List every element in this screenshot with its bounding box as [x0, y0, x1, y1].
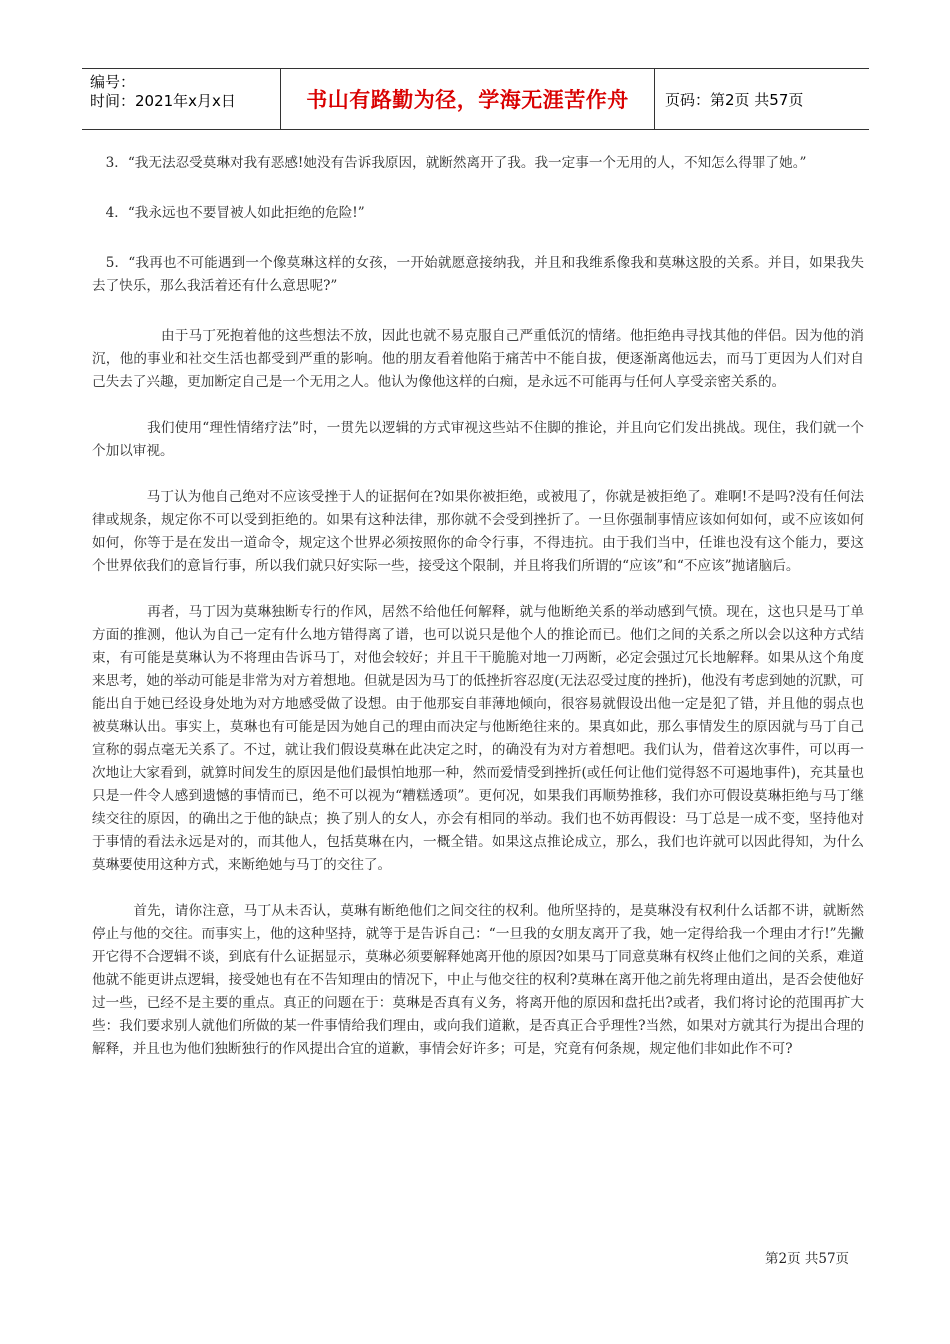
paragraph-rational-therapy: 我们使用“理性情绪疗法”时，一贯先以逻辑的方式审视这些站不住脚的推论，并且向它们发出挑战。现住，我们就一个个加以审视。 — [92, 420, 864, 459]
paragraph-first-note: 首先，请你注意，马丁从未否认，莫琳有断绝他们之间交往的权利。他所坚持的，是莫琳没有权利什么话都不讲，就断然停止与他的交往。而事实上，他的这种坚持，就等于是告诉自己：“一旦我的女朋友离开了我，她一定得给我一个理由才行!”先撇开它得不合逻辑不谈，到底有什么证据显示，莫琳必须要解释她离开他的原因?如果马丁同意莫琳有权终止他们之间的关系，难道他就不能更讲点逻辑，接受她也有在不告知理由的情况下，中止与他交往的权利?莫琳在离开他之前先将理由道出，是否会使他好过一些，已经不是主要的重点。真正的问题在于：莫琳是否真有义务，将离开他的原因和盘托出?或者，我们将讨论的范围再扩大些：我们要求别人就他们所做的某一件事情给我们理由，或向我们道歉，是否真正合乎理性?当然，如果对方就其行为提出合理的解释，并且也为他们独断独行的作风提出合宜的道歉，事情会好许多；可是，究竟有何条规，规定他们非如此作不可? — [92, 903, 864, 1057]
header-left-cell — [82, 69, 281, 129]
document-time-label: 时间：2021年x月x日 — [90, 92, 236, 110]
header-page-number: 页码：第2页 共57页 — [665, 90, 804, 109]
document-number-label: 编号： — [90, 73, 136, 91]
paragraph-item-5: 5．“我再也不可能遇到一个像莫琳这样的女孩，一开始就愿意接纳我，并且和我维系像我和莫琳这股的关系。并目，如果我失去了快乐，那么我活着还有什么意思呢?” — [92, 255, 864, 294]
paragraph-item-3: 3．“我无法忍受莫琳对我有恶感!她没有告诉我原因，就断然离开了我。我一定事一个无用的人，不知怎么得罪了她。” — [92, 155, 807, 171]
header-motto: 书山有路勤为径，学海无涯苦作舟 — [281, 69, 655, 129]
page-header — [82, 68, 869, 130]
paragraph-moreover: 再者，马丁因为莫琳独断专行的作风，居然不给他任何解释，就与他断绝关系的举动感到气愤。现在，这也只是马丁单方面的推测，他认为自己一定有什么地方错得离了谱，也可以说只是他个人的推论而已。他们之间的关系之所以会以这种方式结束，有可能是莫琳认为不将理由告诉马丁，对他会较好；并且干干脆脆对地一刀两断，必定会强过冗长地解释。如果从这个角度来思考，她的举动可能是非常为对方着想地。但就是因为马丁的低挫折容忍度(无法忍受过度的挫折)，他没有考虑到她的沉默，可能出自于她已经设身处地为对方地感受做了设想。由于他那妄自菲薄地倾向，很容易就假设出他一定是犯了错，并且他的弱点也被莫琳认出。事实上，莫琳也有可能是因为她自己的理由而决定与他断绝往来的。果真如此，那么事情发生的原因就与马丁自己宣称的弱点毫无关系了。不过，就让我们假设莫琳在此决定之时，的确没有为对方着想吧。我们认为，借着这次事件，可以再一次地让大家看到，就算时间发生的原因是他们最惧怕地那一种，然而爱情受到挫折(或任何让他们觉得怒不可遏地事件)，充其量也只是一件令人感到遗憾的事情而已，绝不可以视为“糟糕透项”。更何况，如果我们再顺势推移，我们亦可假设莫琳拒绝与马丁继续交往的原因，的确出之于他的缺点；换了别人的女人，亦会有相同的举动。我们也不妨再假设：马丁总是一成不变，坚持他对于事情的看法永远是对的，而其他人，包括莫琳在内，一概全错。如果这点推论成立，那么，我们也许就可以因此得知，为什么莫琳要使用这种方式，来断绝她与马丁的交往了。 — [92, 604, 864, 873]
paragraph-item-4: 4．“我永远也不要冒被人如此拒绝的危险!” — [92, 205, 365, 221]
paragraph-rejection-evidence: 马丁认为他自己绝对不应该受挫于人的证据何在?如果你被拒绝，或被甩了，你就是被拒绝了。难啊!不是吗?没有任何法律或规条，规定你不可以受到拒绝的。如果有这种法律，那你就不会受到挫折了。一旦你强制事情应该如何如何，或不应该如何如何，你等于是在发出一道命令，规定这个世界必须按照你的命令行事，不得违抗。由于我们当中，任谁也没有这个能力，要这个世界依我们的意旨行事，所以我们就只好实际一些，接受这个限制，并且将我们所谓的“应该”和“不应该”抛诸脑后。 — [92, 489, 864, 574]
document-body — [92, 152, 864, 1061]
paragraph-martin-thoughts: 由于马丁死抱着他的这些想法不放，因此也就不易克服自己严重低沉的情绪。他拒绝冉寻找其他的伴侣。因为他的消沉，他的事业和社交生活也都受到严重的影响。他的朋友看着他陷于痛苦中不能自拔，便逐渐离他远去，而马丁更因为人们对自己失去了兴趣，更加断定自己是一个无用之人。他认为像他这样的白痴，是永远不可能再与任何人享受亲密关系的。 — [92, 328, 864, 390]
page-footer: 第2页 共57页 — [765, 1251, 850, 1267]
